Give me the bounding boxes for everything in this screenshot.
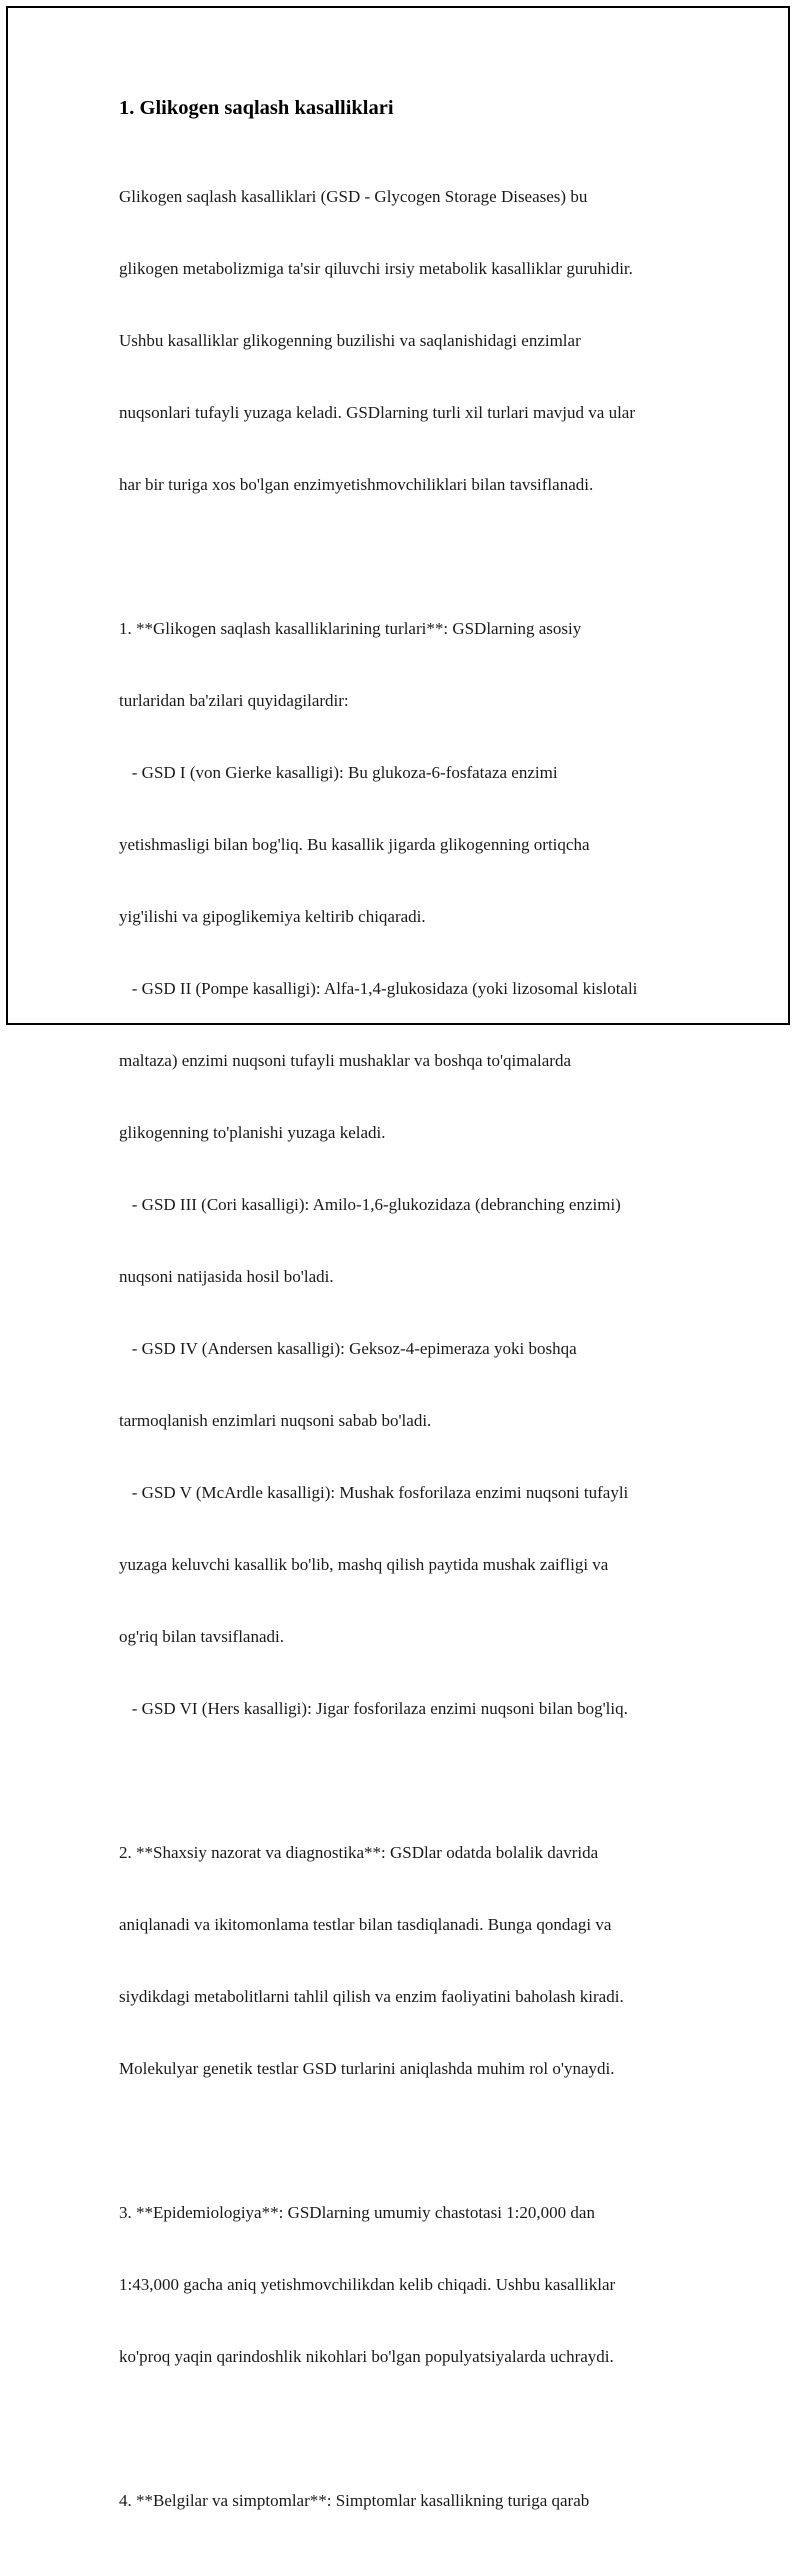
section-epidemiology-paragraph [119,2153,699,2417]
text-line: - GSD II (Pompe kasalligi): Alfa-1,4-glukosidaza (yoki lizosomal kislotali [119,979,638,998]
text-line: glikogenning to'planishi yuzaga keladi. [119,1123,386,1142]
text-line: yig'ilishi va gipoglikemiya keltirib chiqaradi. [119,907,426,926]
document-heading: 1. Glikogen saqlash kasalliklari [119,97,394,119]
text-line: 1. **Glikogen saqlash kasalliklarining turlari**: GSDlarning asosiy [119,619,582,638]
document-content [119,94,699,2561]
text-line: glikogen metabolizmiga ta'sir qiluvchi irsiy metabolik kasalliklar guruhidir. [119,259,633,278]
text-line: 2. **Shaxsiy nazorat va diagnostika**: GSDlar odatda bolalik davrida [119,1843,599,1862]
text-line: aniqlanadi va ikitomonlama testlar bilan tasdiqlanadi. Bunga qondagi va [119,1915,612,1934]
text-line: 1:43,000 gacha aniq yetishmovchilikdan kelib chiqadi. Ushbu kasalliklar [119,2275,616,2294]
section-symptoms-paragraph [119,2441,699,2561]
text-line: - GSD III (Cori kasalligi): Amilo-1,6-glukozidaza (debranching enzimi) [119,1195,621,1214]
text-line: - GSD IV (Andersen kasalligi): Geksoz-4-epimeraza yoki boshqa [119,1339,577,1358]
text-line: Molekulyar genetik testlar GSD turlarini aniqlashda muhim rol o'ynaydi. [119,2059,615,2078]
text-line: yetishmasligi bilan bog'liq. Bu kasallik jigarda glikogenning ortiqcha [119,835,590,854]
text-line: turlaridan ba'zilari quyidagilardir: [119,691,349,710]
text-line: 3. **Epidemiologiya**: GSDlarning umumiy chastotasi 1:20,000 dan [119,2203,595,2222]
text-line: tarmoqlanish enzimlari nuqsoni sabab bo'ladi. [119,1411,432,1430]
document-page [6,6,790,2510]
paragraph-gap [119,2129,699,2153]
text-line: siydikdagi metabolitlarni tahlil qilish va enzim faoliyatini baholash kiradi. [119,1987,624,2006]
paragraph-gap [119,545,699,569]
text-line: - GSD VI (Hers kasalligi): Jigar fosforilaza enzimi nuqsoni bilan bog'liq. [119,1699,628,1718]
paragraph-gap [119,1769,699,1793]
paragraph-gap [119,2417,699,2441]
text-line: yuzaga keluvchi kasallik bo'lib, mashq qilish paytida mushak zaifligi va [119,1555,609,1574]
text-line: Glikogen saqlash kasalliklari (GSD - Glycogen Storage Diseases) bu [119,187,588,206]
section-types-paragraph [119,569,699,1769]
intro-paragraph [119,137,699,545]
text-line: har bir turiga xos bo'lgan enzimyetishmovchiliklari bilan tavsiflanadi. [119,475,594,494]
text-line: ko'proq yaqin qarindoshlik nikohlari bo'lgan populyatsiyalarda uchraydi. [119,2347,614,2366]
text-line: Ushbu kasalliklar glikogenning buzilishi va saqlanishidagi enzimlar [119,331,581,350]
text-line: - GSD V (McArdle kasalligi): Mushak fosforilaza enzimi nuqsoni tufayli [119,1483,629,1502]
text-line: nuqsonlari tufayli yuzaga keladi. GSDlarning turli xil turlari mavjud va ular [119,403,636,422]
text-line: 4. **Belgilar va simptomlar**: Simptomlar kasallikning turiga qarab [119,2491,590,2510]
text-line: nuqsoni natijasida hosil bo'ladi. [119,1267,334,1286]
section-diagnostics-paragraph [119,1793,699,2129]
text-line: og'riq bilan tavsiflanadi. [119,1627,284,1646]
text-line: - GSD I (von Gierke kasalligi): Bu glukoza-6-fosfataza enzimi [119,763,558,782]
text-line: maltaza) enzimi nuqsoni tufayli mushaklar va boshqa to'qimalarda [119,1051,572,1070]
